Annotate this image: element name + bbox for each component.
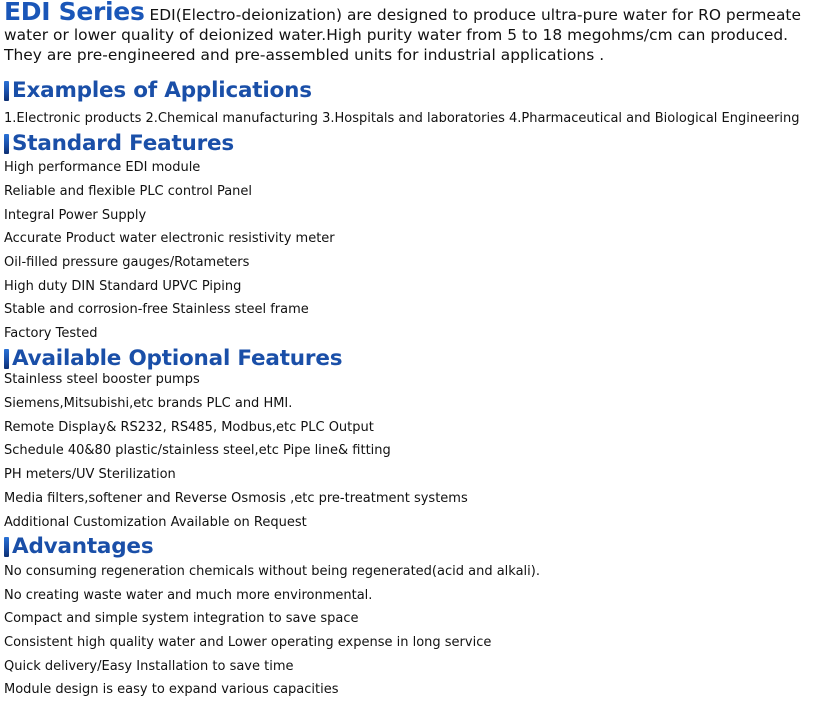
applications-text: 1.Electronic products 2.Chemical manufacturing 3.Hospitals and laboratories 4.Pharmaceutical and Biological Engineering: [4, 111, 800, 126]
list-item: PH meters/UV Sterilization: [4, 467, 176, 482]
list-item: Media filters,softener and Reverse Osmosis ,etc pre-treatment systems: [4, 491, 468, 506]
list-item: Compact and simple system integration to save space: [4, 611, 359, 626]
list-item: Stable and corrosion-free Stainless steel frame: [4, 302, 309, 317]
optional-features-heading-text: Available Optional Features: [12, 345, 343, 371]
standard-features-heading: [4, 129, 234, 157]
list-item: Reliable and flexible PLC control Panel: [4, 184, 253, 199]
standard-features-heading-text: Standard Features: [12, 130, 235, 156]
list-item: Consistent high quality water and Lower operating expense in long service: [4, 635, 492, 650]
list-item: Oil-filled pressure gauges/Rotameters: [4, 255, 250, 270]
list-item: Siemens,Mitsubishi,etc brands PLC and HMI.: [4, 396, 293, 411]
advantages-heading-text: Advantages: [12, 533, 154, 559]
heading-bar-icon: [4, 349, 9, 369]
list-item: Module design is easy to expand various capacities: [4, 682, 339, 697]
optional-features-heading: [4, 344, 342, 372]
heading-bar-icon: [4, 81, 9, 101]
list-item: Accurate Product water electronic resistivity meter: [4, 231, 335, 246]
list-item: No consuming regeneration chemicals without being regenerated(acid and alkali).: [4, 564, 540, 579]
list-item: No creating waste water and much more environmental.: [4, 588, 373, 603]
applications-heading-text: Examples of Applications: [12, 77, 312, 103]
advantages-heading: [4, 532, 153, 560]
list-item: Remote Display& RS232, RS485, Modbus,etc PLC Output: [4, 420, 374, 435]
series-title: EDI Series: [4, 0, 145, 26]
list-item: High duty DIN Standard UPVC Piping: [4, 279, 242, 294]
list-item: Quick delivery/Easy Installation to save time: [4, 659, 294, 674]
list-item: Schedule 40&80 plastic/stainless steel,etc Pipe line& fitting: [4, 443, 391, 458]
list-item: Stainless steel booster pumps: [4, 372, 200, 387]
heading-bar-icon: [4, 537, 9, 557]
heading-bar-icon: [4, 134, 9, 154]
list-item: Additional Customization Available on Request: [4, 515, 307, 530]
intro-paragraph: [4, 2, 828, 65]
list-item: Integral Power Supply: [4, 208, 147, 223]
intro-text: EDI(Electro-deionization) are designed to produce ultra-pure water for RO permeate water or lower quality of deionized water.High purity water from 5 to 18 megohms/cm can produced. They are pre-engineered and pre-assembled units for industrial applications .: [4, 6, 802, 64]
list-item: High performance EDI module: [4, 160, 201, 175]
list-item: Factory Tested: [4, 326, 98, 341]
applications-heading: [4, 76, 312, 104]
